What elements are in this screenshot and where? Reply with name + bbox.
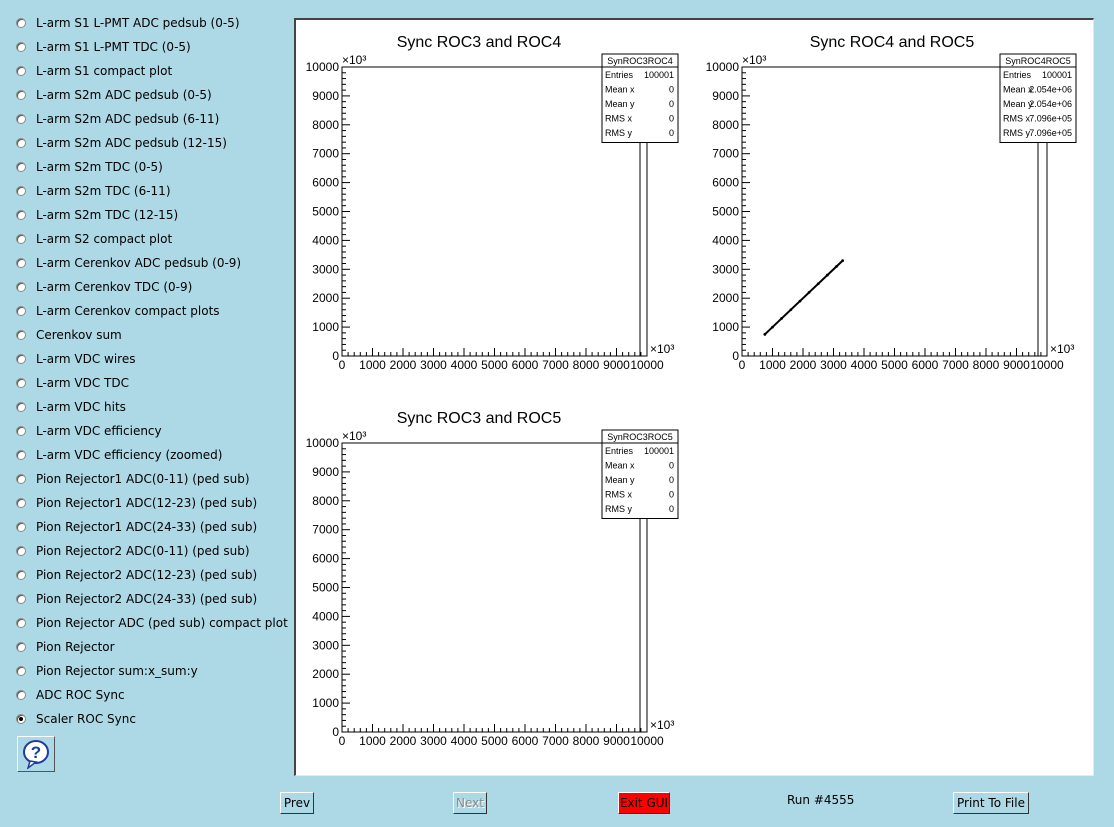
- stats-key: Mean x: [605, 460, 635, 471]
- plots-svg: [296, 20, 1096, 778]
- radio-button[interactable]: [16, 714, 26, 724]
- stats-value: 0: [668, 460, 674, 471]
- plot-option[interactable]: [16, 589, 257, 609]
- plot-option[interactable]: [16, 421, 162, 441]
- plot-option-label: Cerenkov sum: [36, 328, 122, 342]
- y-exponent-label: ×10³: [342, 53, 367, 67]
- plot-option[interactable]: [16, 709, 136, 729]
- x-tick-label: 7000: [542, 734, 569, 748]
- stats-value: 100001: [1041, 70, 1072, 80]
- y-tick-label: 9000: [712, 88, 739, 103]
- question-mark-icon: [22, 739, 50, 769]
- radio-button[interactable]: [16, 354, 26, 364]
- y-tick-label: 6000: [312, 175, 339, 190]
- x-tick-label: 5000: [481, 734, 508, 748]
- plot-option[interactable]: [16, 349, 135, 369]
- x-tick-label: 10000: [630, 734, 664, 748]
- x-tick-label: 3000: [420, 734, 447, 748]
- radio-button[interactable]: [16, 474, 26, 484]
- radio-button[interactable]: [16, 546, 26, 556]
- data-band: [765, 261, 843, 335]
- x-tick-label: 1000: [759, 358, 786, 372]
- plot-option[interactable]: [16, 301, 220, 321]
- x-tick-label: 3000: [820, 358, 847, 372]
- plot-option[interactable]: [16, 445, 222, 465]
- stats-value: 0: [668, 489, 674, 500]
- x-tick-label: 6000: [511, 358, 539, 372]
- stats-key: Mean x: [1003, 84, 1033, 95]
- x-tick-label: 5000: [481, 358, 508, 372]
- plot-option[interactable]: [16, 493, 257, 513]
- y-tick-label: 8000: [312, 117, 339, 132]
- stats-value: 0: [668, 504, 674, 514]
- plot-option[interactable]: [16, 373, 129, 393]
- stats-name: SynROC3ROC4: [607, 56, 673, 66]
- chart-title: Sync ROC3 and ROC4: [396, 34, 562, 51]
- stats-key: RMS y: [1003, 128, 1030, 138]
- x-exponent-label: ×10³: [650, 718, 675, 732]
- radio-button[interactable]: [16, 330, 26, 340]
- y-tick-label: 1000: [312, 320, 339, 335]
- plot-option-label: L-arm VDC TDC: [36, 376, 129, 390]
- stats-value: 7.096e+05: [1029, 128, 1072, 138]
- plot-option-label: Pion Rejector1 ADC(24-33) (ped sub): [36, 520, 258, 534]
- x-tick-label: 9000: [603, 734, 630, 748]
- radio-button[interactable]: [16, 402, 26, 412]
- y-tick-label: 10000: [305, 436, 339, 450]
- plot-option-label: L-arm Cerenkov compact plots: [36, 304, 220, 318]
- stats-key: RMS x: [605, 113, 632, 124]
- radio-button[interactable]: [16, 522, 26, 532]
- stats-key: RMS y: [605, 504, 632, 514]
- y-tick-label: 7000: [712, 146, 739, 161]
- radio-button[interactable]: [16, 306, 26, 316]
- y-exponent-label: ×10³: [742, 53, 767, 67]
- plot-option[interactable]: [16, 253, 241, 273]
- plot-option[interactable]: [16, 157, 163, 177]
- y-tick-label: 1000: [712, 320, 739, 335]
- x-tick-label: 8000: [572, 358, 600, 372]
- plot-frame: [342, 443, 647, 732]
- plot-option-label: L-arm VDC hits: [36, 400, 126, 414]
- plot-option-label: Pion Rejector sum:x_sum:y: [36, 664, 198, 678]
- y-tick-label: 6000: [712, 175, 739, 190]
- radio-button[interactable]: [16, 186, 26, 196]
- y-tick-label: 4000: [312, 233, 339, 248]
- x-tick-label: 7000: [542, 358, 569, 372]
- plot-option[interactable]: [16, 85, 212, 105]
- x-tick-label: 7000: [942, 358, 969, 372]
- plot-option-label: L-arm S2m ADC pedsub (0-5): [36, 88, 212, 102]
- y-tick-label: 8000: [712, 117, 739, 132]
- y-tick-label: 6000: [312, 551, 339, 566]
- y-tick-label: 10000: [705, 60, 739, 74]
- radio-button[interactable]: [16, 18, 26, 28]
- x-tick-label: 2000: [389, 734, 417, 748]
- plot-option[interactable]: [16, 13, 240, 33]
- y-tick-label: 2000: [712, 291, 739, 306]
- stats-name: SynROC4ROC5: [1005, 56, 1071, 66]
- radio-button[interactable]: [16, 258, 26, 268]
- plot-frame: [342, 67, 647, 356]
- plot-option[interactable]: [16, 229, 172, 249]
- plot-option-label: L-arm S2m ADC pedsub (12-15): [36, 136, 227, 150]
- plot-option-label: L-arm Cerenkov TDC (0-9): [36, 280, 193, 294]
- y-tick-label: 3000: [312, 638, 339, 653]
- stats-key: RMS x: [1003, 113, 1030, 124]
- stats-key: Mean y: [605, 475, 635, 485]
- plot-option-label: ADC ROC Sync: [36, 688, 125, 702]
- y-tick-label: 5000: [312, 204, 339, 219]
- plot-option-label: L-arm S1 compact plot: [36, 64, 173, 78]
- plot-option-label: Pion Rejector2 ADC(12-23) (ped sub): [36, 568, 258, 582]
- y-tick-label: 0: [332, 349, 339, 363]
- stats-value: 2.054e+06: [1029, 99, 1072, 109]
- radio-button[interactable]: [16, 42, 26, 52]
- stats-value: 0: [668, 475, 674, 485]
- plot-option-label: L-arm VDC efficiency: [36, 424, 162, 438]
- chart-title: Sync ROC3 and ROC5: [396, 410, 562, 427]
- plot-option-label: L-arm S2m TDC (0-5): [36, 160, 163, 174]
- radio-button[interactable]: [16, 642, 26, 652]
- y-tick-label: 1000: [312, 696, 339, 711]
- stats-value: 0: [668, 84, 674, 95]
- plot-option[interactable]: [16, 613, 288, 633]
- stats-value: 2.054e+06: [1029, 84, 1072, 95]
- plot-option-label: L-arm S2m TDC (12-15): [36, 208, 179, 222]
- x-tick-label: 6000: [911, 358, 939, 372]
- plot-option[interactable]: [16, 637, 115, 657]
- x-tick-label: 10000: [630, 358, 664, 372]
- stats-value: 7.096e+05: [1029, 113, 1072, 124]
- stats-key: RMS y: [605, 128, 632, 138]
- plot-option[interactable]: [16, 133, 227, 153]
- plot-option-label: L-arm S1 L-PMT TDC (0-5): [36, 40, 191, 54]
- plot-option[interactable]: [16, 37, 191, 57]
- stats-value: 0: [668, 99, 674, 109]
- radio-button[interactable]: [16, 498, 26, 508]
- plot-option[interactable]: [16, 277, 192, 297]
- y-tick-label: 0: [332, 725, 339, 739]
- x-tick-label: 9000: [1003, 358, 1030, 372]
- radio-button[interactable]: [16, 138, 26, 148]
- radio-button[interactable]: [16, 426, 26, 436]
- radio-button[interactable]: [16, 114, 26, 124]
- plot-option[interactable]: [16, 325, 122, 345]
- stats-key: Mean y: [1003, 99, 1033, 109]
- y-tick-label: 3000: [312, 262, 339, 277]
- x-tick-label: 3000: [420, 358, 447, 372]
- help-button[interactable]: [17, 736, 55, 772]
- plot-option-label: L-arm S2 compact plot: [36, 232, 173, 246]
- x-tick-label: 8000: [972, 358, 1000, 372]
- plot-option-label: Pion Rejector: [36, 640, 115, 654]
- run-number-label: Run #4555: [787, 793, 855, 807]
- x-tick-label: 0: [738, 358, 746, 372]
- x-tick-label: 4000: [450, 734, 478, 748]
- radio-button[interactable]: [16, 162, 26, 172]
- x-tick-label: 8000: [572, 734, 600, 748]
- y-tick-label: 2000: [312, 291, 339, 306]
- plot-option[interactable]: [16, 61, 172, 81]
- plot-option-label: L-arm VDC efficiency (zoomed): [36, 448, 223, 462]
- x-tick-label: 10000: [1030, 358, 1064, 372]
- stats-key: Mean y: [605, 99, 635, 109]
- plot-option[interactable]: [16, 109, 219, 129]
- radio-button[interactable]: [16, 594, 26, 604]
- stats-value: 0: [668, 113, 674, 124]
- radio-button[interactable]: [16, 378, 26, 388]
- y-tick-label: 3000: [712, 262, 739, 277]
- stats-key: Entries: [605, 70, 634, 80]
- plot-option-label: L-arm Cerenkov ADC pedsub (0-9): [36, 256, 242, 270]
- y-tick-label: 2000: [312, 667, 339, 682]
- x-tick-label: 2000: [389, 358, 417, 372]
- stats-value: 0: [668, 128, 674, 138]
- x-tick-label: 4000: [850, 358, 878, 372]
- plot-option-label: Pion Rejector2 ADC(24-33) (ped sub): [36, 592, 258, 606]
- print-to-file-button[interactable]: Print To File: [953, 792, 1029, 814]
- chart-title: Sync ROC4 and ROC5: [809, 34, 975, 51]
- stats-name: SynROC3ROC5: [607, 432, 673, 442]
- stats-value: 100001: [643, 446, 674, 456]
- y-tick-label: 5000: [312, 580, 339, 595]
- stats-key: Entries: [605, 446, 634, 456]
- radio-button[interactable]: [16, 210, 26, 220]
- x-exponent-label: ×10³: [650, 342, 675, 356]
- y-tick-label: 4000: [712, 233, 739, 248]
- y-tick-label: 4000: [312, 609, 339, 624]
- plot-option-label: Scaler ROC Sync: [36, 712, 136, 726]
- radio-button[interactable]: [16, 234, 26, 244]
- plot-option-label: L-arm S2m ADC pedsub (6-11): [36, 112, 220, 126]
- radio-button[interactable]: [16, 90, 26, 100]
- plot-option[interactable]: [16, 565, 257, 585]
- stats-key: Entries: [1003, 70, 1032, 80]
- x-tick-label: 1000: [359, 734, 386, 748]
- plot-option[interactable]: [16, 205, 178, 225]
- svg-text:?: ?: [30, 743, 42, 762]
- y-tick-label: 7000: [312, 522, 339, 537]
- y-tick-label: 7000: [312, 146, 339, 161]
- plot-option[interactable]: [16, 397, 126, 417]
- exit-gui-button[interactable]: Exit GUI: [618, 792, 670, 814]
- x-tick-label: 0: [338, 358, 346, 372]
- stats-key: Mean x: [605, 84, 635, 95]
- x-tick-label: 2000: [789, 358, 817, 372]
- stats-value: 100001: [643, 70, 674, 80]
- plot-option-label: L-arm S1 L-PMT ADC pedsub (0-5): [36, 16, 240, 30]
- radio-button[interactable]: [16, 690, 26, 700]
- plot-option-label: Pion Rejector ADC (ped sub) compact plot: [36, 616, 288, 630]
- x-tick-label: 4000: [450, 358, 478, 372]
- x-tick-label: 0: [338, 734, 346, 748]
- plot-option[interactable]: [16, 469, 250, 489]
- radio-button[interactable]: [16, 666, 26, 676]
- x-tick-label: 9000: [603, 358, 630, 372]
- plot-option-label: L-arm S2m TDC (6-11): [36, 184, 171, 198]
- radio-button[interactable]: [16, 450, 26, 460]
- radio-button[interactable]: [16, 282, 26, 292]
- plot-option-label: Pion Rejector1 ADC(0-11) (ped sub): [36, 472, 250, 486]
- prev-button[interactable]: Prev: [280, 792, 314, 814]
- x-tick-label: 1000: [359, 358, 386, 372]
- stats-key: RMS x: [605, 489, 632, 500]
- y-tick-label: 0: [732, 349, 739, 363]
- plot-option[interactable]: [16, 541, 250, 561]
- plot-option[interactable]: [16, 181, 171, 201]
- plot-option-label: Pion Rejector1 ADC(12-23) (ped sub): [36, 496, 258, 510]
- x-tick-label: 5000: [881, 358, 908, 372]
- y-tick-label: 8000: [312, 493, 339, 508]
- plot-canvas[interactable]: [294, 18, 1094, 776]
- plot-option[interactable]: [16, 517, 257, 537]
- y-tick-label: 9000: [312, 88, 339, 103]
- radio-button[interactable]: [16, 570, 26, 580]
- plot-option-label: L-arm VDC wires: [36, 352, 136, 366]
- radio-button[interactable]: [16, 618, 26, 628]
- next-button[interactable]: Next: [453, 792, 487, 814]
- x-exponent-label: ×10³: [1050, 342, 1075, 356]
- radio-button[interactable]: [16, 66, 26, 76]
- plot-option-label: Pion Rejector2 ADC(0-11) (ped sub): [36, 544, 250, 558]
- y-tick-label: 5000: [712, 204, 739, 219]
- y-tick-label: 10000: [305, 60, 339, 74]
- y-tick-label: 9000: [312, 464, 339, 479]
- y-exponent-label: ×10³: [342, 429, 367, 443]
- x-tick-label: 6000: [511, 734, 539, 748]
- plot-option[interactable]: [16, 661, 198, 681]
- plot-option[interactable]: [16, 685, 125, 705]
